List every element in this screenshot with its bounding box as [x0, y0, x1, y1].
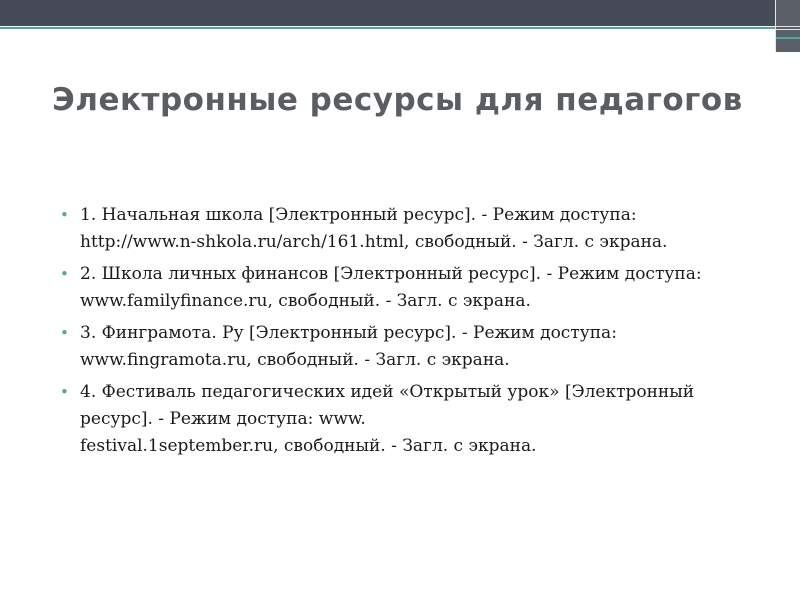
list-item-text: 4. Фестиваль педагогических идей «Открытый урок» [Электронный ресурс]. - Режим доступа: www. festival.1september.ru, свободный. - Загл. с экрана. — [80, 382, 695, 456]
corner-stripe — [776, 29, 800, 30]
list-item-text: 2. Школа личных финансов [Электронный ресурс]. - Режим доступа: www.familyfinance.ru, свободный. - Загл. с экрана. — [80, 264, 702, 311]
list-item — [60, 261, 750, 315]
list-item — [60, 379, 750, 460]
slide-top-bar — [0, 0, 800, 26]
bullet-icon: • — [60, 265, 69, 283]
list-item — [60, 320, 750, 374]
corner-stripe — [776, 26, 800, 27]
list-item-text: 1. Начальная школа [Электронный ресурс]. - Режим доступа: http://www.n-shkola.ru/arch/161.html, свободный. - Загл. с экрана. — [80, 205, 668, 252]
slide-accent-line — [0, 27, 800, 29]
bullet-icon: • — [60, 383, 69, 401]
slide-corner-decoration — [775, 0, 800, 52]
corner-accent — [776, 37, 800, 39]
bullet-icon: • — [60, 206, 69, 224]
bullet-icon: • — [60, 324, 69, 342]
list-item — [60, 202, 750, 256]
list-item-text: 3. Финграмота. Ру [Электронный ресурс]. - Режим доступа: www.fingramota.ru, свободный. - Загл. с экрана. — [80, 323, 617, 370]
resource-list — [60, 202, 750, 465]
slide-title: Электронные ресурсы для педагогов — [52, 82, 743, 118]
